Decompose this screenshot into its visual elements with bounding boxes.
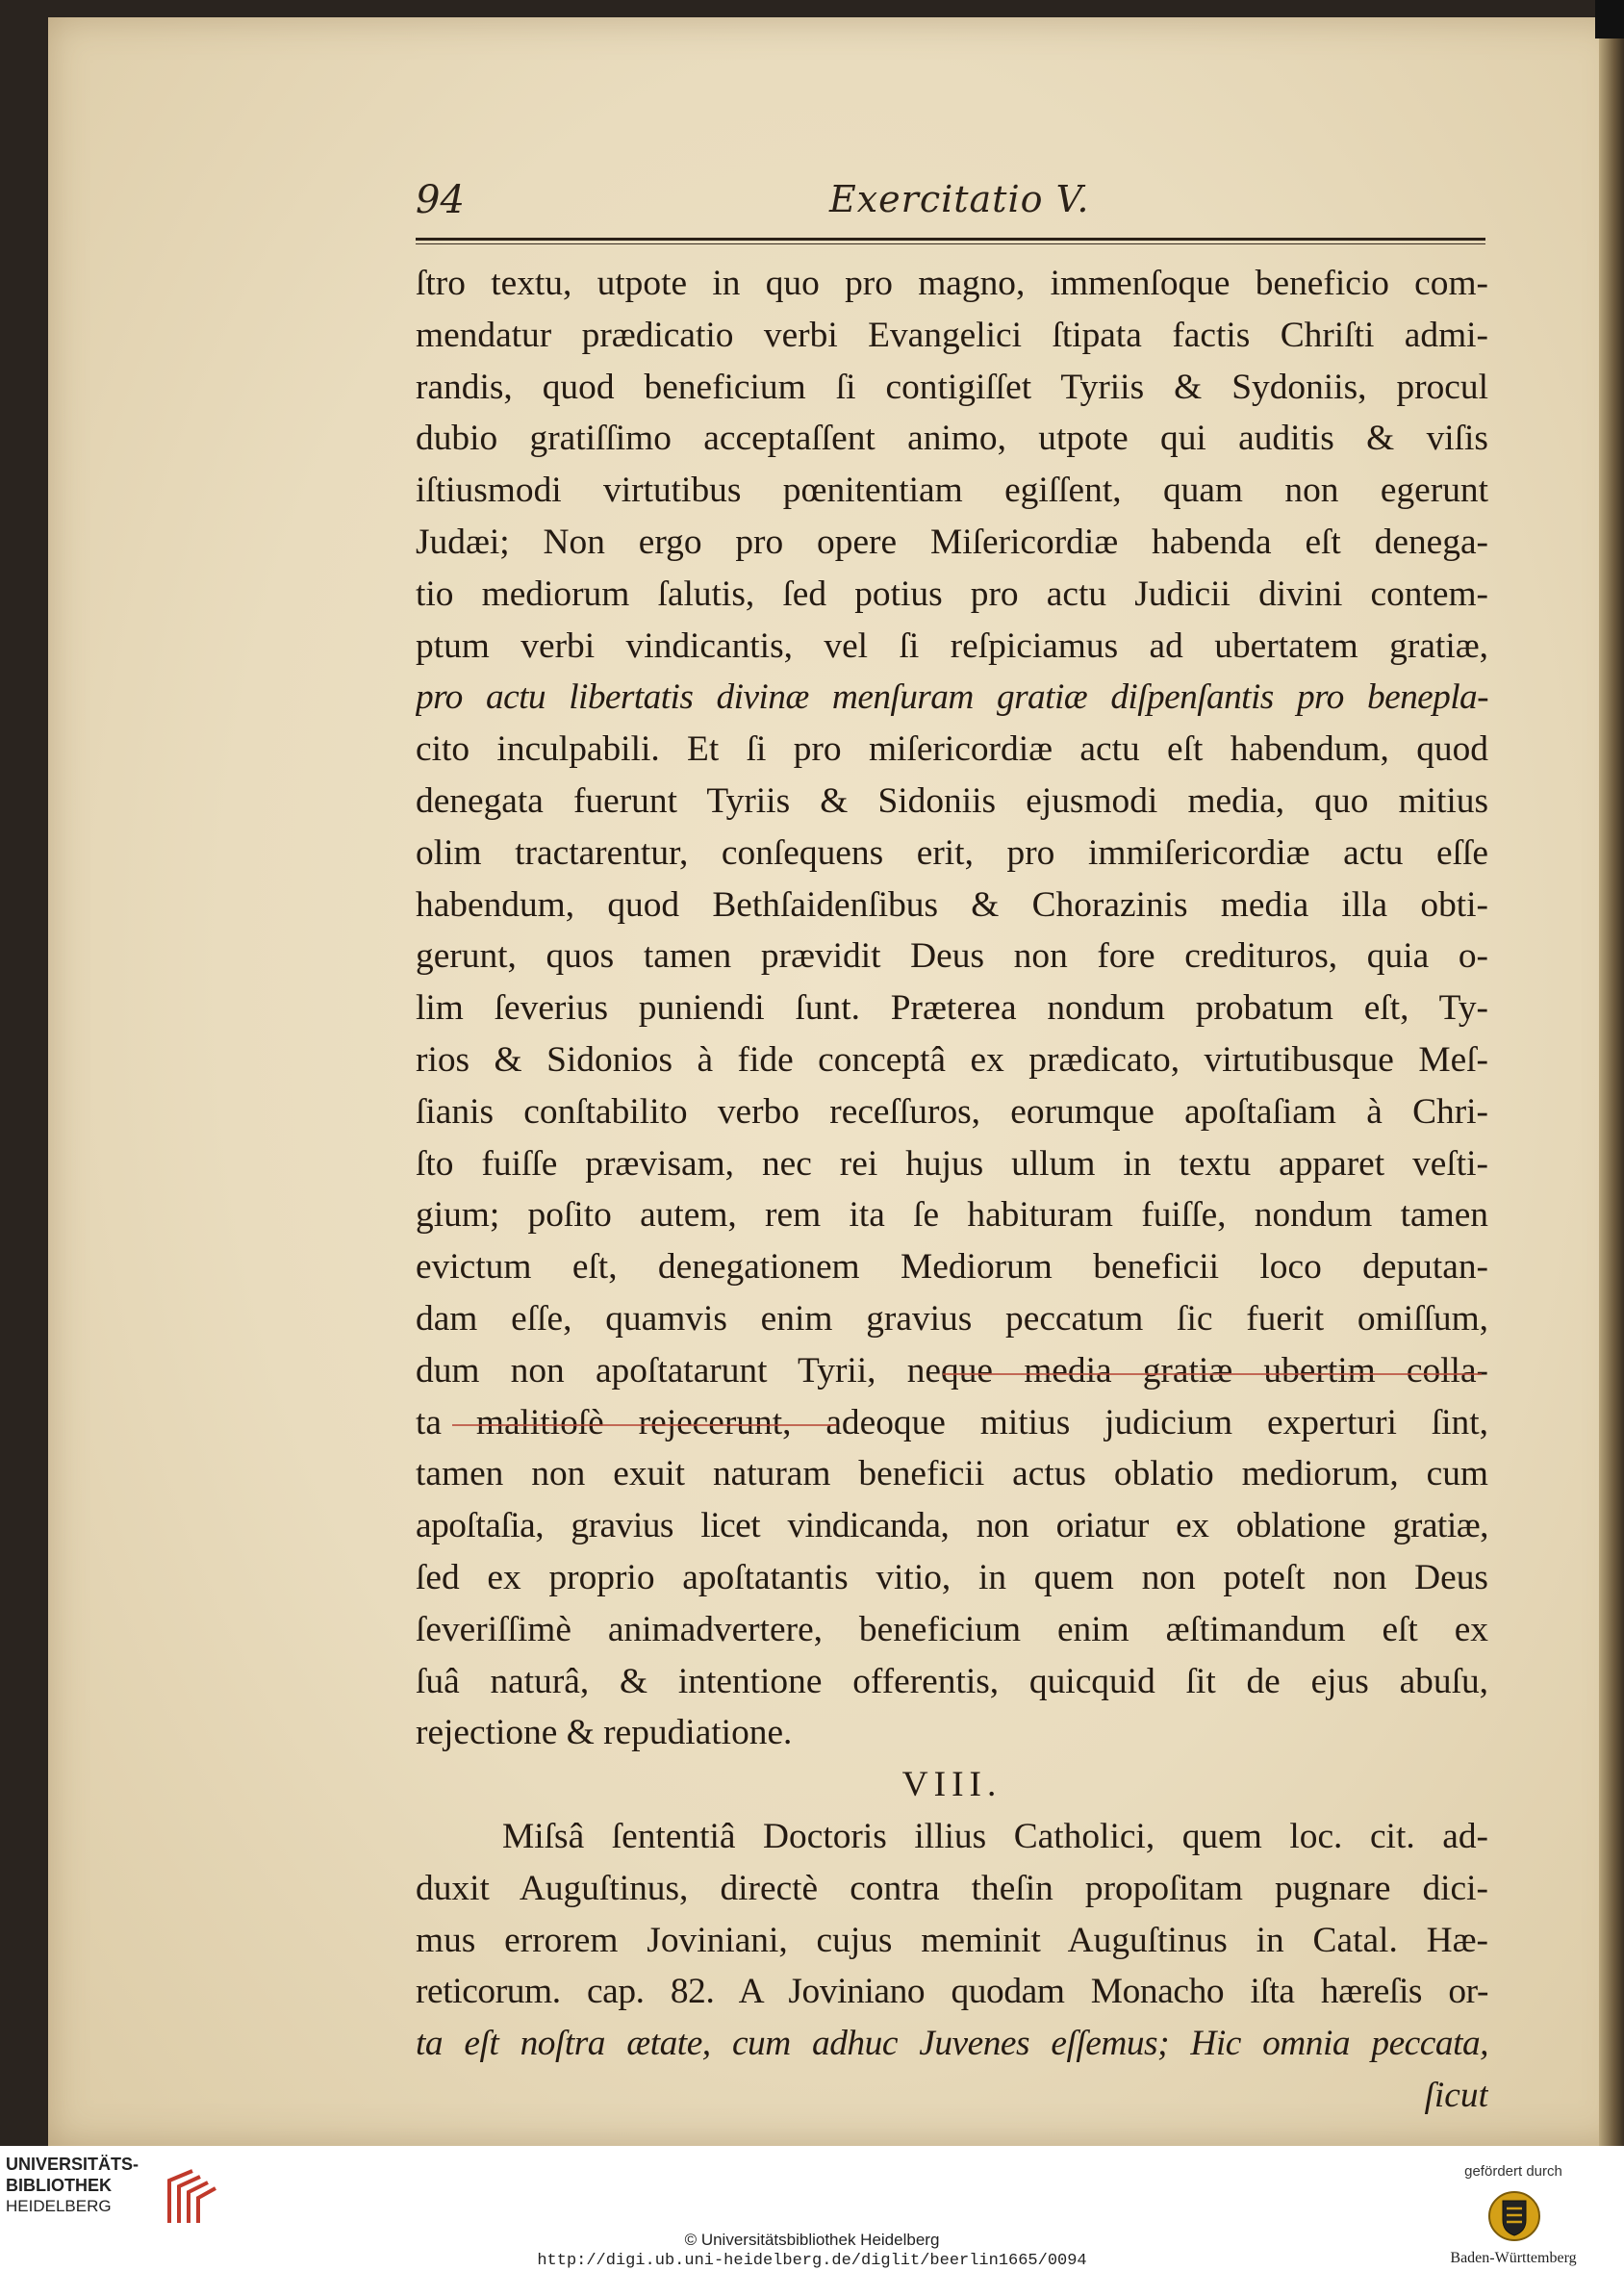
text-line: cito inculpabili. Et ſi pro miſericordiæ actu eſt habendum, quod: [416, 729, 1488, 770]
text-line: mendatur prædicatio verbi Evangelici ſtipata factis Chriſti admi-: [416, 315, 1488, 355]
library-name-line: BIBLIOTHEK: [6, 2176, 112, 2195]
red-underline: [452, 1424, 837, 1426]
text-line: Miſsâ ſententiâ Doctoris illius Catholici, quem loc. cit. ad-: [502, 1816, 1488, 1856]
text-line: reticorum. cap. 82. A Joviniano quodam Monacho iſta hæreſis or-: [416, 1972, 1488, 2012]
body-text: [416, 258, 1488, 2122]
text-line: rios & Sidonios à fide conceptâ ex prædicato, virtutibusque Meſ-: [416, 1039, 1488, 1080]
text-line: mus errorem Joviniani, cujus meminit Auguſtinus in Catal. Hæ-: [416, 1920, 1488, 1960]
text-line: ſeveriſſimè animadvertere, beneficium enim æſtimandum eſt ex: [416, 1609, 1488, 1649]
text-line: evictum eſt, denegationem Mediorum beneficii loco deputan-: [416, 1247, 1488, 1288]
text-line: tamen non exuit naturam beneficii actus oblatio mediorum, cum: [416, 1454, 1488, 1494]
text-line: denegata fuerunt Tyriis & Sidoniis ejusmodi media, quo mitius: [416, 780, 1488, 821]
running-title: Exercitatio V.: [829, 178, 1090, 220]
coat-of-arms-icon: [1486, 2189, 1542, 2243]
text-line: ta malitioſè rejecerunt, adeoque mitius judicium experturi ſint,: [416, 1402, 1488, 1442]
text-line: pro actu libertatis divinæ menſuram gratiæ diſpenſantis pro benepla-: [416, 677, 1488, 718]
permalink[interactable]: http://digi.ub.uni-heidelberg.de/diglit/beerlin1665/0094: [537, 2252, 1087, 2270]
text-line: ta eſt noſtra ætate, cum adhuc Juvenes eſſemus; Hic omnia peccata,: [416, 2024, 1488, 2064]
text-line: habendum, quod Bethſaidenſibus & Chorazinis media illa obti-: [416, 884, 1488, 925]
scan-corner: [1595, 0, 1624, 38]
library-logo-icon: [164, 2167, 219, 2227]
text-line: duxit Auguſtinus, directè contra theſin propoſitam pugnare dici-: [416, 1868, 1488, 1908]
text-line: iſtiusmodi virtutibus pœnitentiam egiſſent, quam non egerunt: [416, 471, 1488, 511]
page-number: 94: [416, 178, 465, 222]
library-logo-text: [6, 2154, 160, 2217]
text-line: tio mediorum ſalutis, ſed potius pro actu Judicii divini contem-: [416, 574, 1488, 614]
library-name-line: UNIVERSITÄTS-: [6, 2155, 140, 2174]
copyright-notice: © Universitätsbibliothek Heidelberg: [684, 2231, 940, 2249]
text-line: olim tractarentur, conſequens erit, pro immiſericordiæ actu eſſe: [416, 832, 1488, 873]
text-line: gium; poſito autem, rem ita ſe habituram fuiſſe, nondum tamen: [416, 1195, 1488, 1236]
catchword: ſicut: [1424, 2075, 1488, 2115]
text-line: ſtro textu, utpote in quo pro magno, immenſoque beneficio com-: [416, 264, 1488, 303]
text-line: randis, quod beneficium ſi contigiſſet Tyriis & Sydoniis, procul: [416, 367, 1488, 407]
text-line: ſed ex proprio apoſtatantis vitio, in quem non poteſt non Deus: [416, 1557, 1488, 1597]
text-line: gerunt, quos tamen prævidit Deus non fore credituros, quia o-: [416, 936, 1488, 977]
text-line: Judæi; Non ergo pro opere Miſericordiæ habenda eſt denega-: [416, 522, 1488, 562]
head-rule: [416, 238, 1485, 241]
text-line: ſuâ naturâ, & intentione offerentis, quicquid ſit de ejus abuſu,: [416, 1661, 1488, 1701]
running-head: [416, 168, 1488, 226]
text-line: ptum verbi vindicantis, vel ſi reſpiciamus ad ubertatem gratiæ,: [416, 625, 1488, 666]
text-line: dam eſſe, quamvis enim gravius peccatum ſic fuerit omiſſum,: [416, 1298, 1488, 1339]
library-name-line: HEIDELBERG: [6, 2197, 112, 2215]
funder-name: Baden-Württemberg: [1450, 2250, 1577, 2266]
red-underline: [943, 1373, 1482, 1375]
funded-by-label: gefördert durch: [1464, 2163, 1562, 2180]
section-number: VIII.: [901, 1765, 1002, 1805]
text-line: dum non apoſtatarunt Tyrii, neque media gratiæ ubertim colla-: [416, 1350, 1488, 1391]
text-line: apoſtaſia, gravius licet vindicanda, non oriatur ex oblatione gratiæ,: [416, 1506, 1488, 1546]
text-line: dubio gratiſſimo acceptaſſent animo, utpote qui auditis & viſis: [416, 419, 1488, 459]
text-line: ſto fuiſſe prævisam, nec rei hujus ullum in textu apparet veſti-: [416, 1143, 1488, 1184]
text-line: rejectione & repudiatione.: [416, 1713, 793, 1753]
head-rule-thin: [416, 243, 1485, 244]
text-line: ſianis conſtabilito verbo receſſuros, eorumque apoſtaſiam à Chri-: [416, 1091, 1488, 1132]
page-edge: [1599, 0, 1624, 2146]
text-line: lim ſeverius puniendi ſunt. Præterea nondum probatum eſt, Ty-: [416, 988, 1488, 1029]
